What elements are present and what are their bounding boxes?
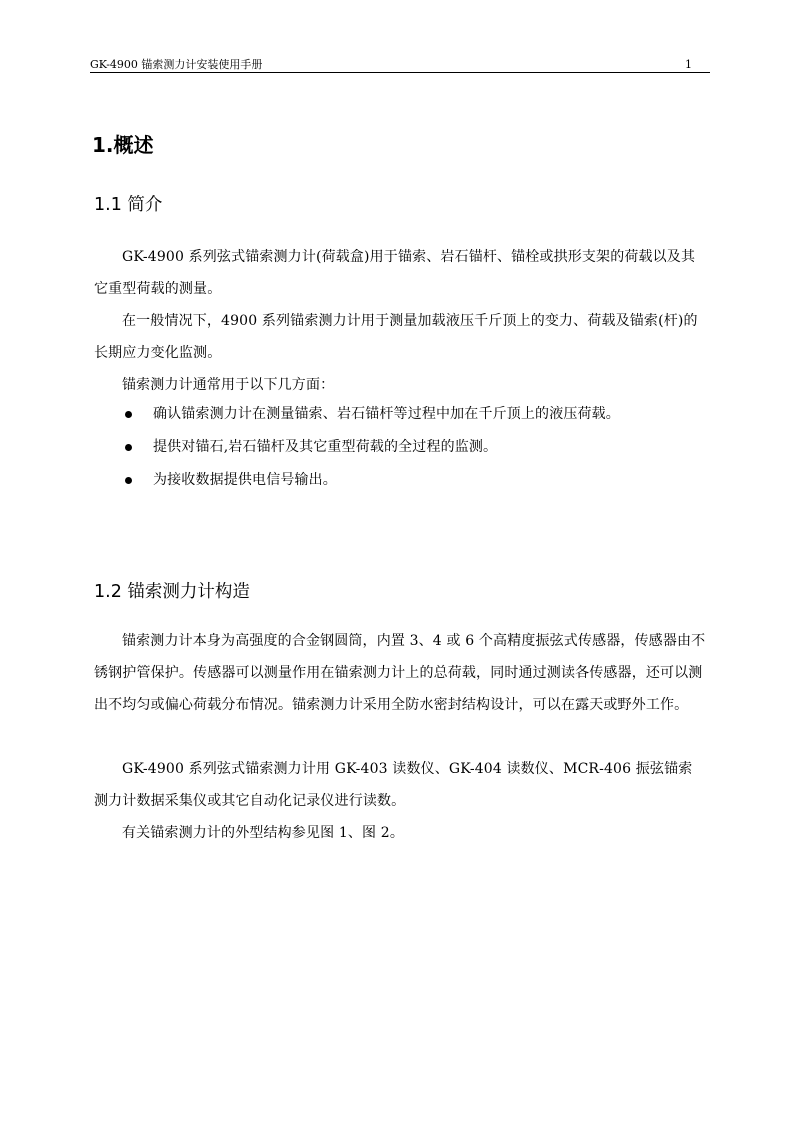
- section-heading-intro: 1.1 简介: [94, 195, 163, 215]
- bullet-icon: [125, 477, 132, 484]
- list-item-text: 确认锚索测力计在测量锚索、岩石锚杆等过程中加在千斤顶上的液压荷载。: [153, 406, 620, 422]
- header-page-number: 1: [685, 58, 692, 71]
- bullet-icon: [125, 411, 132, 418]
- chapter-title: 1.概述: [92, 133, 154, 157]
- bullet-list: [120, 398, 710, 497]
- list-item: [120, 431, 710, 464]
- header-rule: [90, 72, 710, 73]
- list-item-text: 提供对锚石,岩石锚杆及其它重型荷载的全过程的监测。: [153, 439, 498, 455]
- paragraph: 锚索测力计本身为高强度的合金钢圆筒，内置 3、4 或 6 个高精度振弦式传感器，传感器由不锈钢护管保护。传感器可以测量作用在锚索测力计上的总荷载，同时通过测读各传感器，还可以测出不均匀或偏心荷载分布情况。锚索测力计采用全防水密封结构设计，可以在露天或野外工作。: [94, 633, 706, 713]
- list-item: [120, 464, 710, 497]
- section-heading-construction: 1.2 锚索测力计构造: [94, 582, 250, 602]
- paragraph: 锚索测力计通常用于以下几方面：: [122, 377, 335, 393]
- paragraph: 在一般情况下，4900 系列锚索测力计用于测量加载液压千斤顶上的变力、荷载及锚索(杆)的长期应力变化监测。: [94, 313, 698, 361]
- paragraph: GK-4900 系列弦式锚索测力计(荷载盒)用于锚索、岩石锚杆、锚栓或拱形支架的荷载以及其它重型荷载的测量。: [94, 249, 696, 297]
- page-header: [90, 56, 708, 73]
- list-item-text: 为接收数据提供电信号输出。: [153, 472, 337, 488]
- header-title: GK-4900 锚索测力计安装使用手册: [90, 58, 263, 71]
- list-item: [120, 398, 710, 431]
- bullet-icon: [125, 444, 132, 451]
- paragraph: 有关锚索测力计的外型结构参见图 1、图 2。: [122, 825, 405, 841]
- paragraph: GK-4900 系列弦式锚索测力计用 GK-403 读数仪、GK-404 读数仪、MCR-406 振弦锚索测力计数据采集仪或其它自动化记录仪进行读数。: [94, 761, 693, 809]
